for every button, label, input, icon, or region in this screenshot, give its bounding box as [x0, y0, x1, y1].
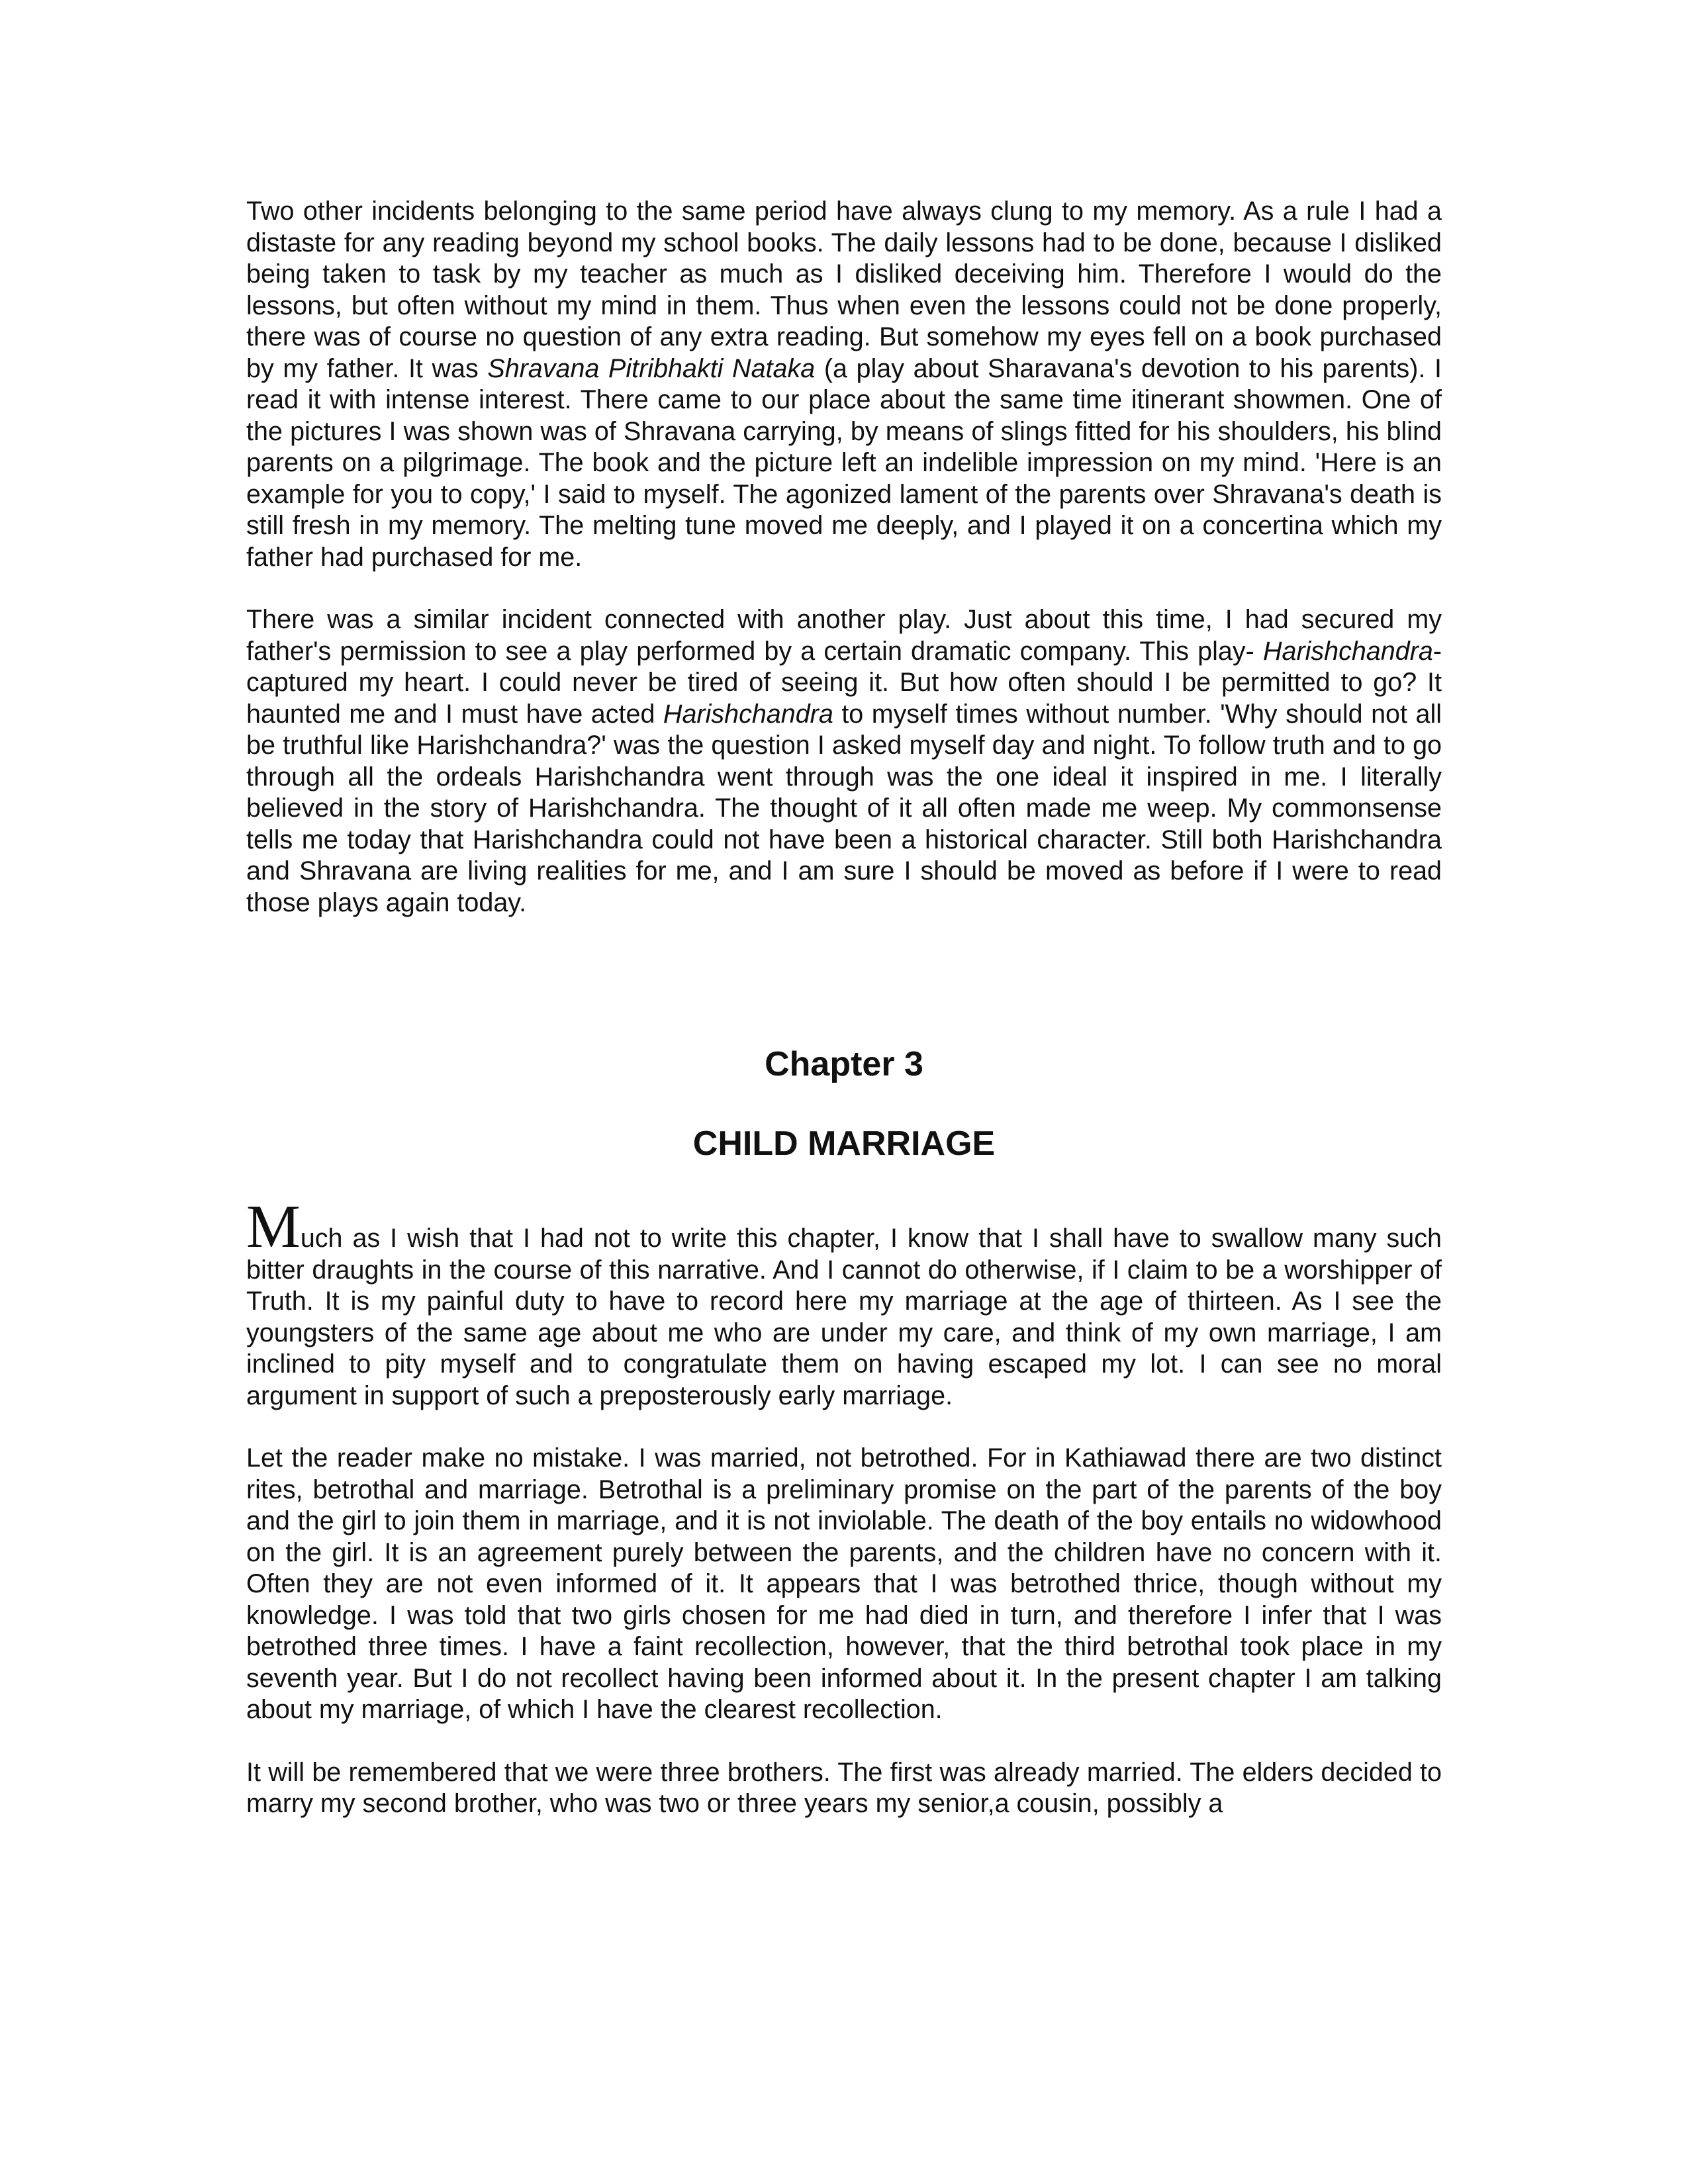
paragraph-harishchandra: [246, 604, 1442, 919]
text-segment: to myself times without number. 'Why should not all be truthful like Harishchandra?' was the question I asked myself day and night. To follow truth and to go through all the ordeals Harishchandra went through was the one ideal it inspired in me. I literally believed in the story of Harishchandra. The thought of it all often made me weep. My commonsense tells me today that Harishchandra could not have been a historical character. Still both Harishchandra and Shravana are living realities for me, and I am sure I should be moved as before if I were to read those plays again today.: [246, 699, 1442, 917]
paragraph-brothers: It will be remembered that we were three brothers. The first was already married. The elders decided to marry my second brother, who was two or three years my senior,a cousin, possibly a: [246, 1757, 1442, 1818]
chapter-title: CHILD MARRIAGE: [692, 1124, 996, 1163]
italic-play-title: Harishchandra: [1262, 636, 1433, 666]
italic-play-title: Shravana Pitribhakti Nataka: [487, 353, 816, 383]
paragraph-shravana: [246, 196, 1442, 573]
italic-play-title: Harishchandra: [663, 699, 833, 729]
chapter-heading: [246, 1044, 1442, 1163]
text-segment: There was a similar incident connected with another play. Just about this time, I had secured my father's permission to see a play performed by a certain dramatic company. This play-: [246, 605, 1442, 666]
paragraph-betrothal: Let the reader make no mistake. I was married, not betrothed. For in Kathiawad there are two distinct rites, betrothal and marriage. Betrothal is a preliminary promise on the part of the parents of the boy and the girl to join them in marriage, and it is not inviolable. The death of the boy entails no widowhood on the girl. It is an agreement purely between the parents, and the children have no concern with it. Often they are not even informed of it. It appears that I was betrothed thrice, though without my knowledge. I was told that two girls chosen for me had died in turn, and therefore I infer that I was betrothed three times. I have a faint recollection, however, that the third betrothal took place in my seventh year. But I do not recollect having been informed about it. In the present chapter I am talking about my marriage, of which I have the clearest recollection.: [246, 1443, 1442, 1724]
text-segment: - captured my heart. I could never be tired of seeing it. But how often should I be permitted to go? It haunted me and I must have acted: [246, 636, 1442, 729]
paragraph-opening: [246, 1193, 1442, 1412]
text-segment: uch as I wish that I had not to write this chapter, I know that I shall have to swallow many such bitter draughts in the course of this narrative. And I cannot do otherwise, if I claim to be a worshipper of Truth. It is my painful duty to have to record here my marriage at the age of thirteen. As I see the youngsters of the same age about me who are under my care, and think of my own marriage, I am inclined to pity myself and to congratulate them on having escaped my lot. I can see no moral argument in support of such a preposterously early marriage.: [246, 1224, 1442, 1410]
text-segment: (a play about Sharavana's devotion to his parents). I read it with intense interest. There came to our place about the same time itinerant showmen. One of the pictures I was shown was of Shravana carrying, by means of slings fitted for his shoulders, his blind parents on a pilgrimage. The book and the picture left an indelible impression on my mind. 'Here is an example for you to copy,' I said to myself. The agonized lament of the parents over Shravana's death is still fresh in my memory. The melting tune moved me deeply, and I played it on a concertina which my father had purchased for me.: [246, 353, 1442, 572]
chapter-number: Chapter 3: [765, 1045, 923, 1083]
drop-cap: M: [246, 1193, 301, 1260]
text-segment: Two other incidents belonging to the same period have always clung to my memory. As a rule I had a distaste for any reading beyond my school books. The daily lessons had to be done, because I disliked being taken to task by my teacher as much as I disliked deceiving him. Therefore I would do the lessons, but often without my mind in them. Thus when even the lessons could not be done properly, there was of course no question of any extra reading. But somehow my eyes fell on a book purchased by my father. It was: [246, 197, 1442, 383]
document-page: [246, 196, 1442, 1820]
